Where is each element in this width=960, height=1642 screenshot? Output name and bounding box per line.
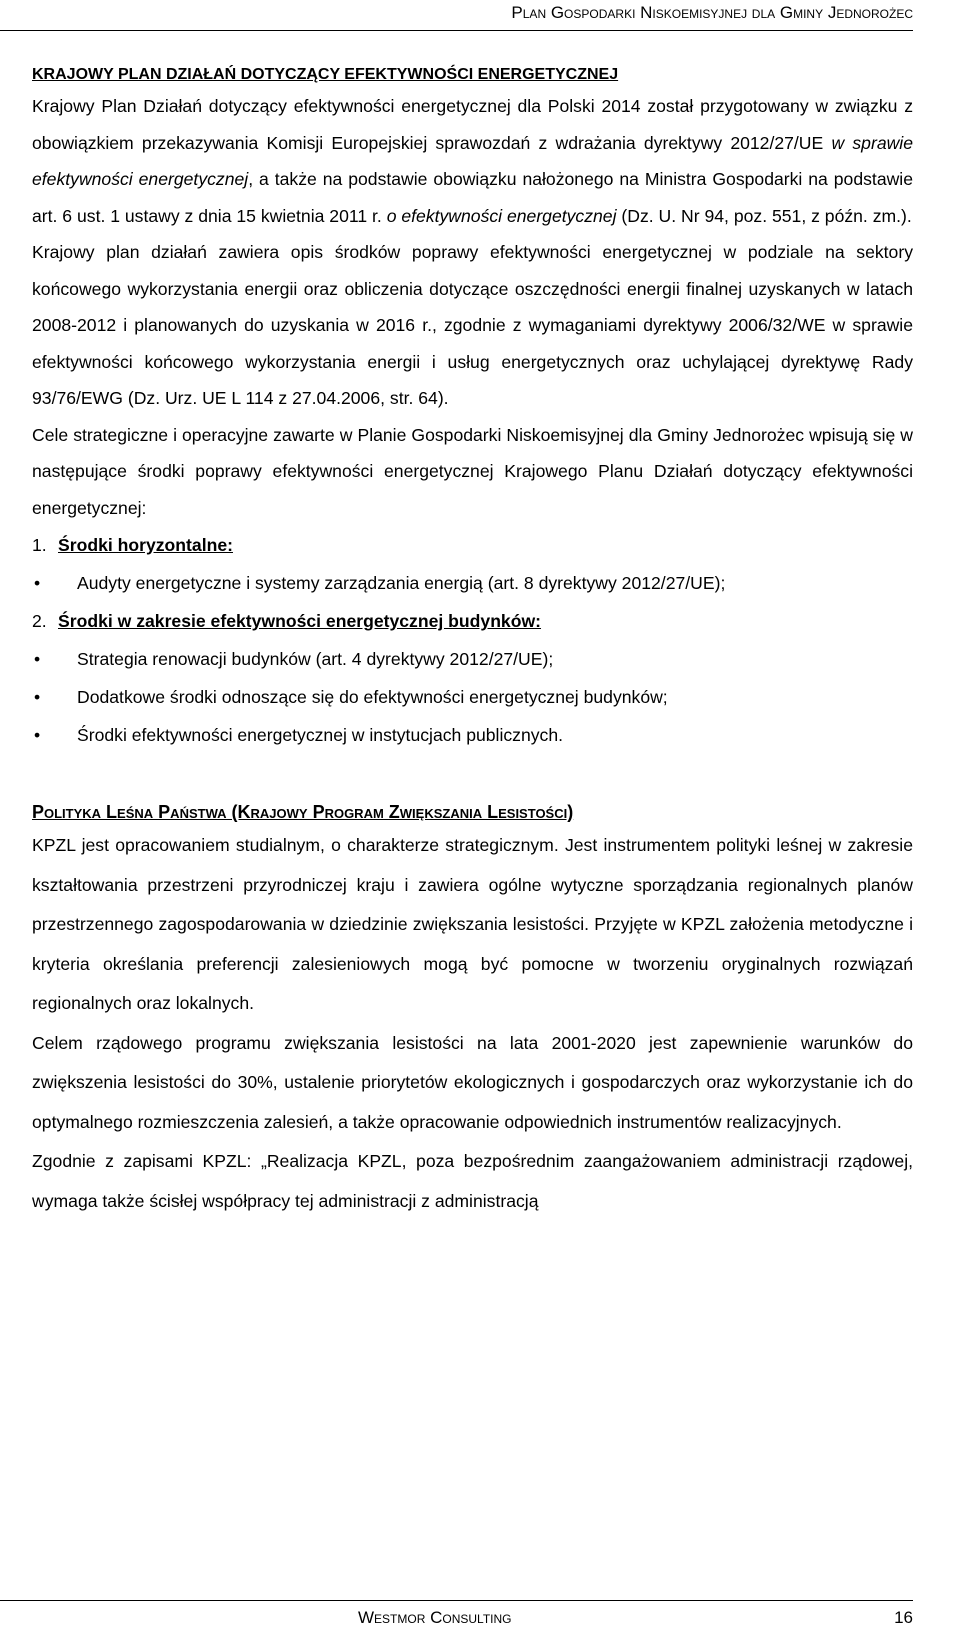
paragraph-intro: Krajowy Plan Działań dotyczący efektywności energetycznej dla Polski 2014 został przygotowany w związku z obowiązkiem przekazywania Komisji Europejskiej sprawozdań z wdrażania dyrektywy 2012/27/UE w sprawie efektywności energetycznej, a także na podstawie obowiązku nałożonego na Ministra Gospodarki na podstawie art. 6 ust. 1 ustawy z dnia 15 kwietnia 2011 r. o efektywności energetycznej (Dz. U. Nr 94, poz. 551, z późn. zm.). bbox=[32, 96, 914, 226]
page-header bbox=[0, 0, 913, 31]
list-item: • Środki efektywności energetycznej w instytucjach publicznych. bbox=[32, 716, 913, 754]
paragraph-kpzl-quote: Zgodnie z zapisami KPZL: „Realizacja KPZL, poza bezpośrednim zaangażowaniem administracji rządowej, wymaga także ścisłej współpracy tej administracji z administracją bbox=[32, 1151, 913, 1211]
document-body bbox=[32, 62, 913, 1221]
list-item: • Strategia renowacji budynków (art. 4 dyrektywy 2012/27/UE); bbox=[32, 640, 913, 678]
paragraph-program-goal: Celem rządowego programu zwiększania lesistości na lata 2001-2020 jest zapewnienie warunków do zwiększenia lesistości do 30%, ustalenie priorytetów ekologicznych i gospodarczych oraz wykorzystanie ich do optymalnego rozmieszczenia zalesień, a także opracowanie odpowiednich instrumentów realizacyjnych. bbox=[32, 1032, 913, 1132]
footer-company: Westmor Consulting bbox=[358, 1608, 512, 1627]
page-footer bbox=[0, 1600, 913, 1635]
bullet-list-buildings bbox=[32, 640, 913, 754]
section-title-krajowy-plan: KRAJOWY PLAN DZIAŁAŃ DOTYCZĄCY EFEKTYWNOŚCI ENERGETYCZNEJ bbox=[32, 66, 619, 83]
header-title: Plan Gospodarki Niskoemisyjnej dla Gminy Jednorożec bbox=[511, 3, 913, 22]
page-number: 16 bbox=[894, 1608, 913, 1627]
list-heading-horizontal: 1. Środki horyzontalne: bbox=[32, 535, 233, 555]
list-item: • Audyty energetyczne i systemy zarządzania energią (art. 8 dyrektywy 2012/27/UE); bbox=[32, 564, 913, 602]
section-title-polityka-lesna: Polityka Leśna Państwa (Krajowy Program Zwiększania Lesistości) bbox=[32, 802, 574, 822]
bullet-list-horizontal bbox=[32, 564, 913, 602]
paragraph-goals: Cele strategiczne i operacyjne zawarte w Planie Gospodarki Niskoemisyjnej dla Gminy Jednorożec wpisują się w następujące środki poprawy efektywności energetycznej Krajowego Planu Działań dotyczący efektywności energetycznej: bbox=[32, 424, 913, 518]
list-item: • Dodatkowe środki odnoszące się do efektywności energetycznej budynków; bbox=[32, 678, 913, 716]
paragraph-kpzl: KPZL jest opracowaniem studialnym, o charakterze strategicznym. Jest instrumentem polityki leśnej w zakresie kształtowania przestrzeni przyrodniczej kraju i zawiera ogólne wytyczne sporządzania regionalnych planów przestrzennego zagospodarowania w dziedzinie zwiększania lesistości. Przyjęte w KPZL założenia metodyczne i kryteria określania preferencji zalesieniowych mogą być pomocne w tworzeniu oryginalnych rozwiązań regionalnych oraz lokalnych. bbox=[32, 835, 913, 1013]
paragraph-plan-description: Krajowy plan działań zawiera opis środków poprawy efektywności energetycznej w podziale na sektory końcowego wykorzystania energii oraz obliczenia dotyczące oszczędności energii finalnej uzyskanych w latach 2008-2012 i planowanych do uzyskania w 2016 r., zgodnie z wymaganiami dyrektywy 2006/32/WE w sprawie efektywności końcowego wykorzystania energii i usług energetycznych oraz uchylającej dyrektywę Rady 93/76/EWG (Dz. Urz. UE L 114 z 27.04.2006, str. 64). bbox=[32, 242, 913, 408]
list-heading-buildings: 2. Środki w zakresie efektywności energetycznej budynków: bbox=[32, 611, 542, 631]
